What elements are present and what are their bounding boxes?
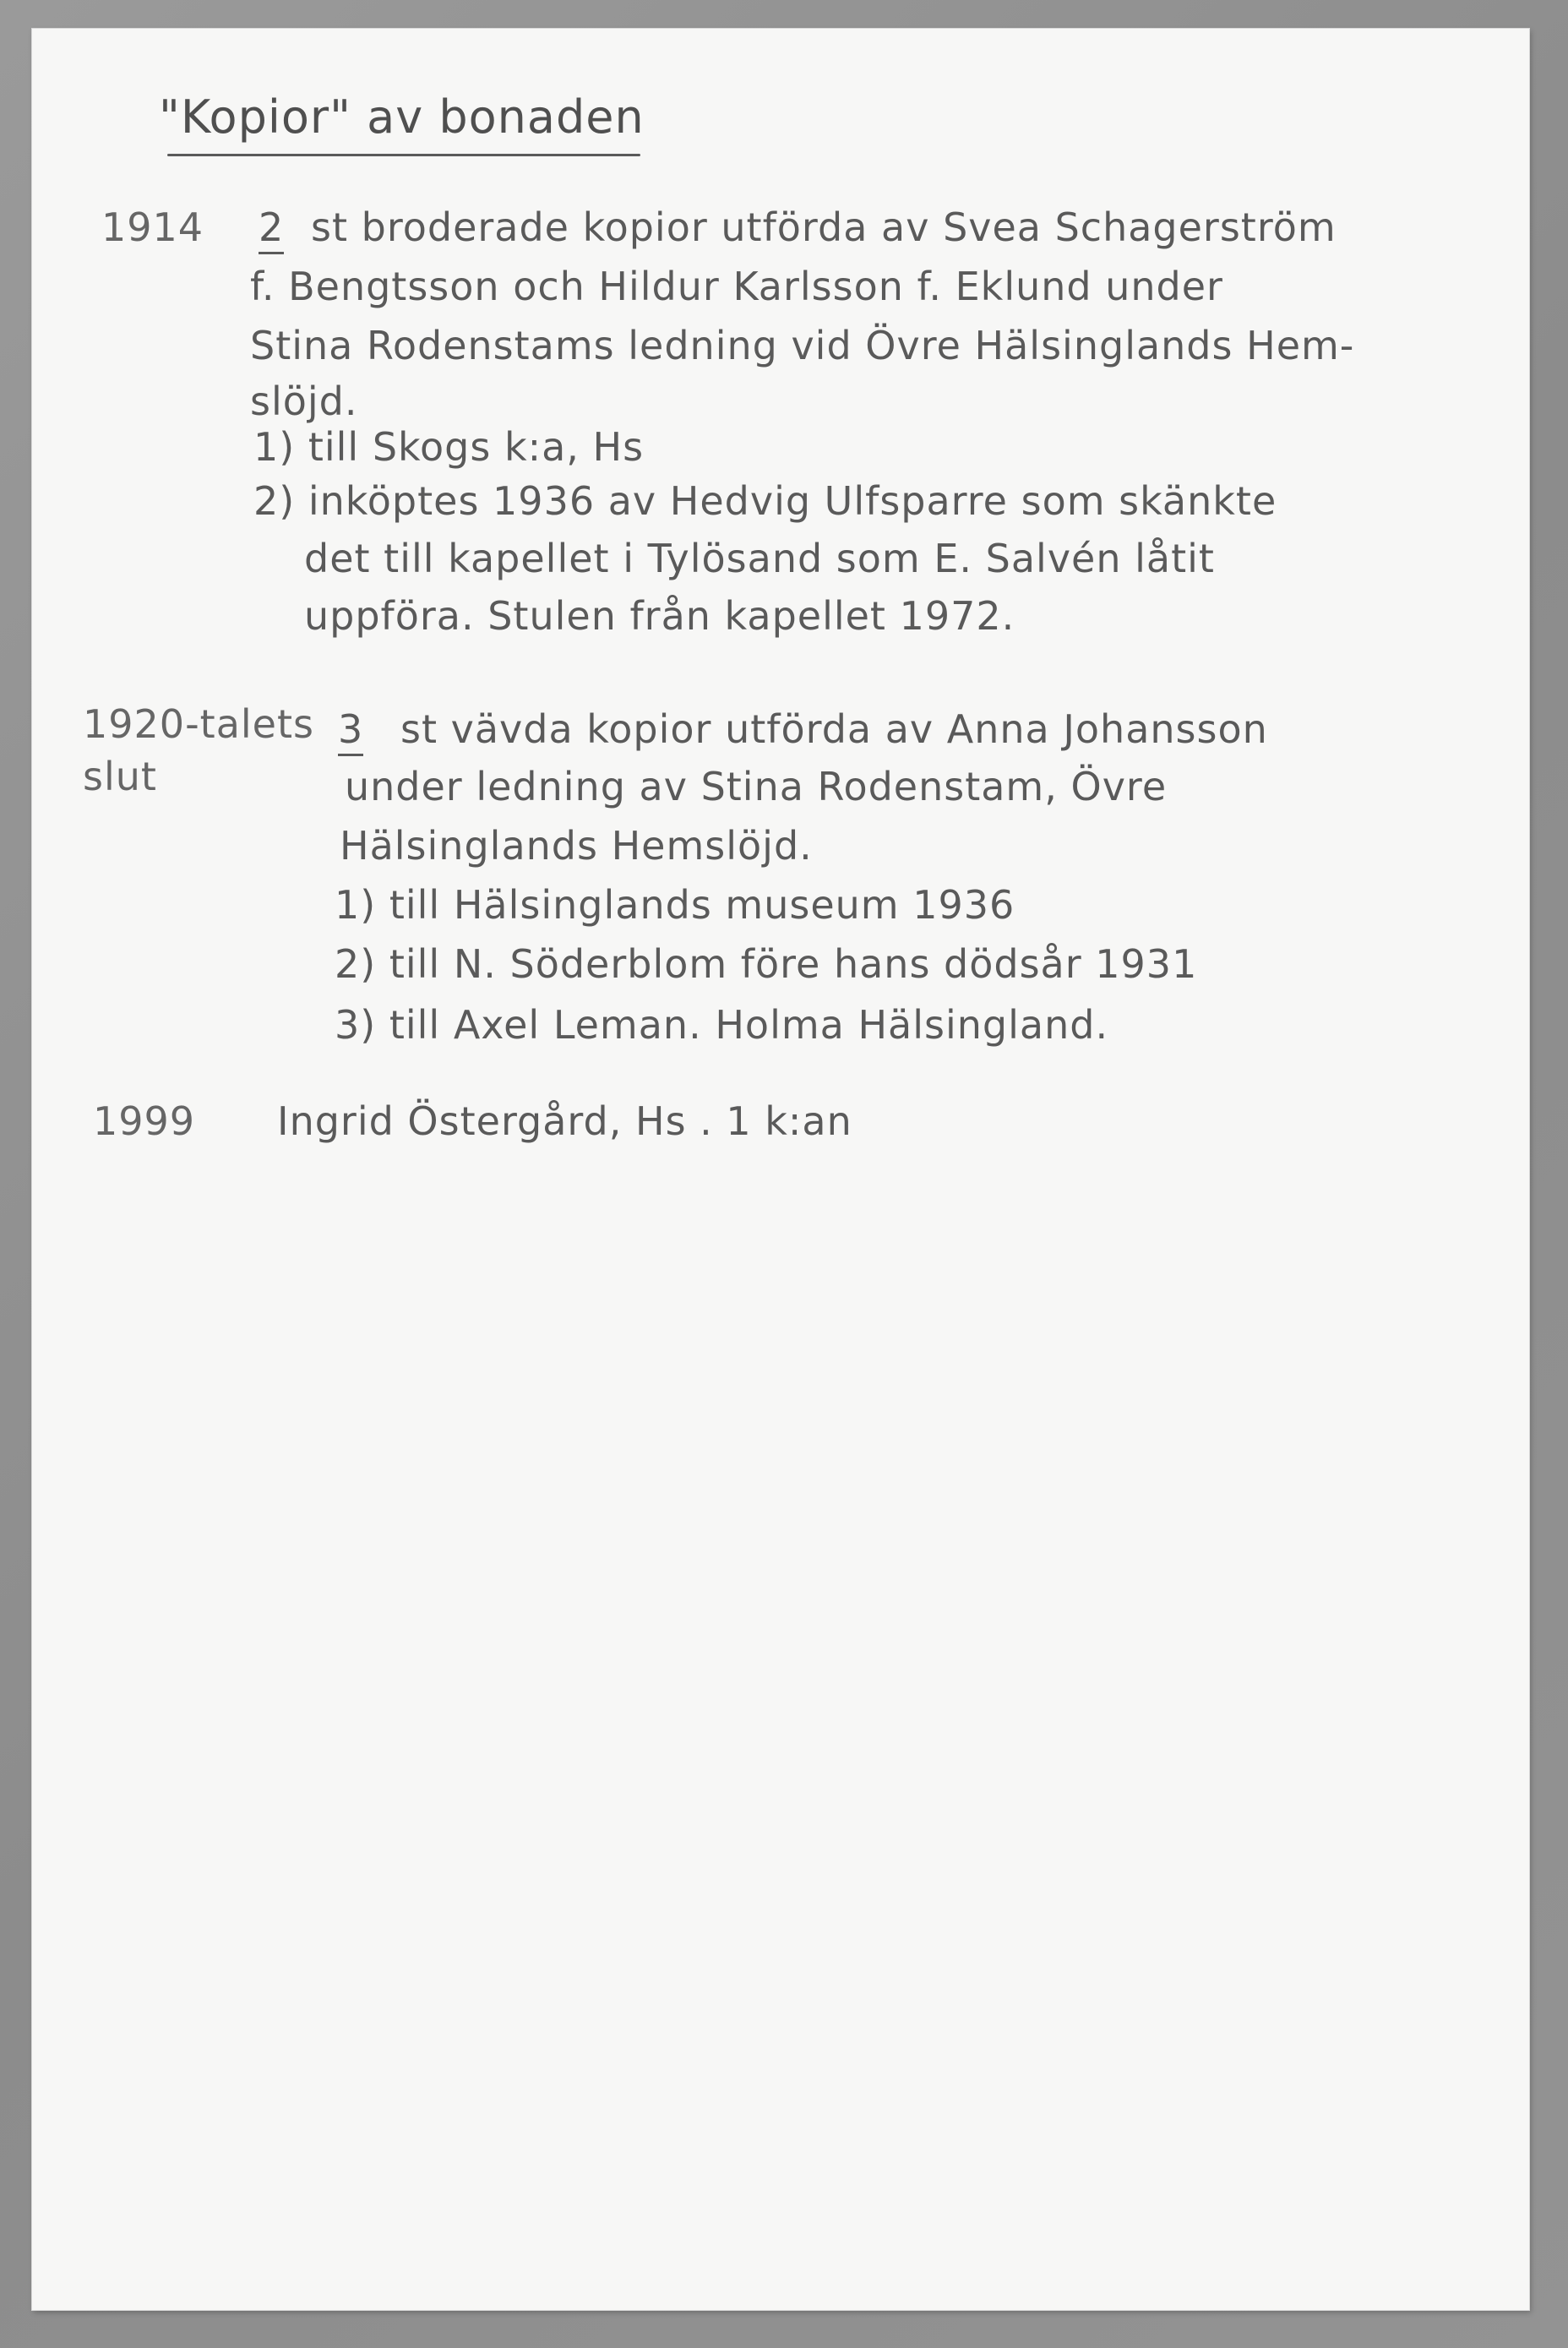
entry-year-1920s-suffix: slut [83, 754, 157, 799]
entry-line: Hälsinglands Hemslöjd. [340, 823, 813, 869]
index-card [32, 29, 1529, 2310]
copy-count: 3 [338, 706, 363, 756]
entry-line: f. Bengtsson och Hildur Karlsson f. Eklund under [250, 264, 1223, 309]
entry-line: slöjd. [250, 379, 358, 424]
list-item-continuation: uppföra. Stulen från kapellet 1972. [304, 593, 1015, 639]
entry-line: under ledning av Stina Rodenstam, Övre [345, 764, 1168, 809]
page-title: "Kopior" av bonaden [159, 90, 645, 144]
entry-line: st vävda kopior utförda av Anna Johansson [400, 706, 1268, 752]
entry-year-1920s: 1920-talets [83, 701, 314, 747]
title-underline [167, 154, 640, 156]
list-item-continuation: det till kapellet i Tylösand som E. Salvén låtit [304, 536, 1215, 581]
entry-line: Ingrid Östergård, Hs . 1 k:an [277, 1098, 852, 1144]
list-item: 2) till N. Söderblom före hans dödsår 1931 [335, 941, 1198, 987]
list-item: 1) till Hälsinglands museum 1936 [335, 882, 1015, 928]
list-item: 2) inköptes 1936 av Hedvig Ulfsparre som skänkte [253, 478, 1277, 524]
entry-count [338, 706, 364, 752]
entry-count [259, 204, 285, 250]
copy-count: 2 [259, 204, 284, 254]
list-item: 3) till Axel Leman. Holma Hälsingland. [335, 1002, 1109, 1048]
entry-year-1999: 1999 [93, 1098, 196, 1144]
entry-line: st broderade kopior utförda av Svea Schagerström [311, 204, 1337, 250]
list-item: 1) till Skogs k:a, Hs [253, 424, 645, 470]
entry-year-1914: 1914 [101, 204, 204, 250]
entry-line: Stina Rodenstams ledning vid Övre Hälsinglands Hem- [250, 323, 1355, 368]
